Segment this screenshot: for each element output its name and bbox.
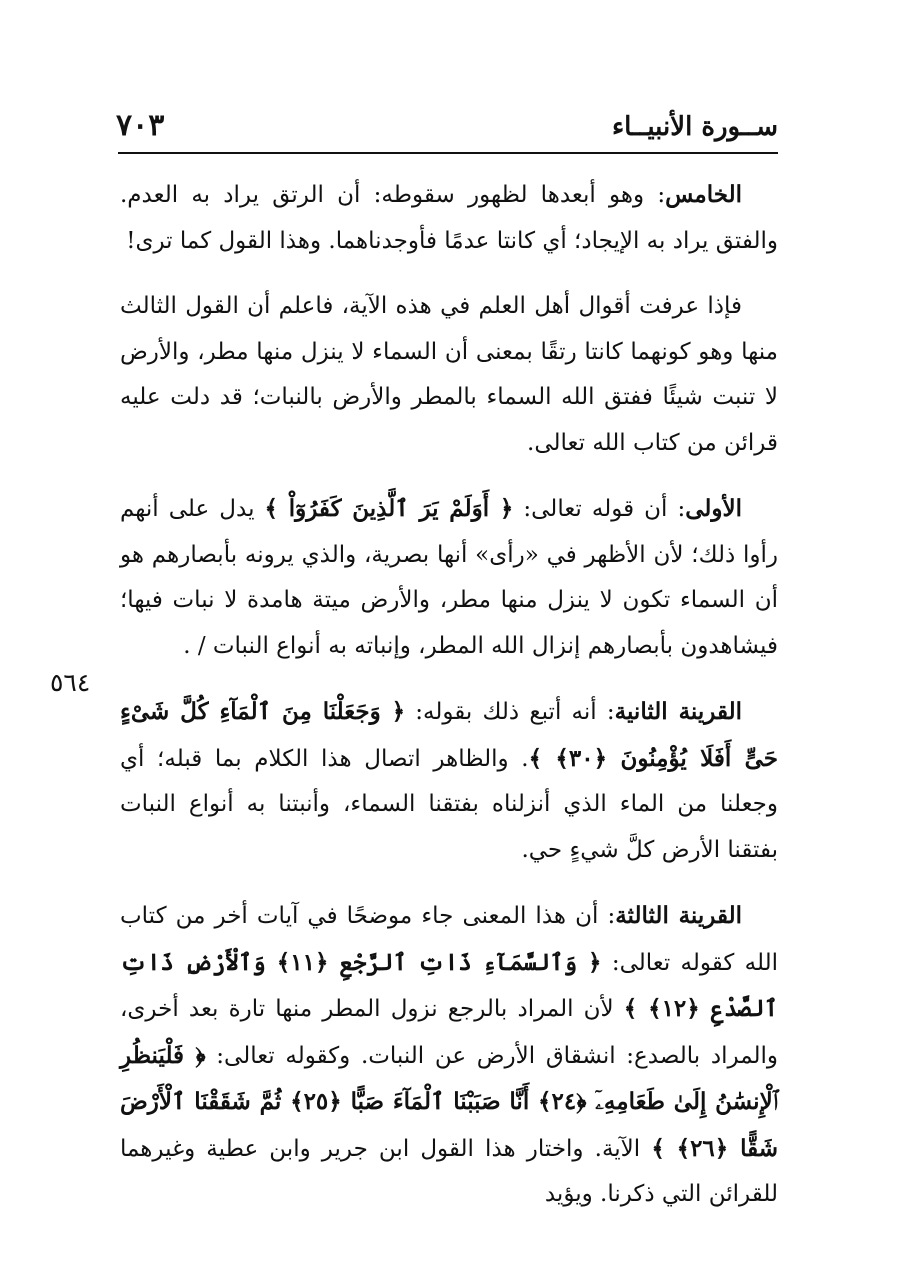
paragraph-conclusion [120,284,778,466]
paragraph-third-evidence [120,893,778,1218]
margin-page-reference: ٥٦٤ [50,668,91,697]
paragraph-second-evidence [120,689,778,873]
running-title: ســورة الأنبيــاء [611,112,778,142]
paragraph-text: : وهو أبعدها لظهور سقوطه: أن الرتق يراد به العدم. والفتق يراد به الإيجاد؛ أي كانتا عدمًا فأوجدناهما. وهذا القول كما ترى! [120,182,778,254]
paragraph-lead: القرينة الثانية [614,698,742,725]
paragraph-text: الآية. واختار هذا القول ابن جرير وابن عطية وغيرهما للقرائن التي ذكرنا. ويؤيد [120,1135,778,1207]
paragraph-fifth [120,172,778,264]
paragraph-text: يدل على أنهم رأوا ذلك؛ لأن الأظهر في «رأى» أنها بصرية، والذي يرونه بأبصارهم هو أن السماء تكون لا ينزل منها مطر، والأرض ميتة هامدة لا نبات فيها؛ فيشاهدون بأبصارهم إنزال الله المطر، وإنباته به أنواع النبات / . [120,496,778,659]
paragraph-lead: القرينة الثالثة [615,902,742,929]
quran-verse: ﴿ فَلْيَنظُرِ ٱلْإِنسَٰنُ إِلَىٰ طَعَامِهِۦٓ ﴿٢٤﴾ أَنَّا صَبَبْنَا ٱلْمَآءَ صَبًّا ﴿٢٥﴾ ثُمَّ شَقَقْنَا ٱلْأَرْضَ شَقًّا ﴿٢٦﴾ ﴾ [120,1041,778,1162]
header-rule [118,152,778,154]
quran-verse: ﴿ أَوَلَمْ يَرَ ٱلَّذِينَ كَفَرُوٓاْ ﴾ [264,495,514,522]
paragraph-first-evidence [120,486,778,669]
page-number: ٧٠٣ [116,108,165,143]
paragraph-text: : أنه أتبع ذلك بقوله: [405,699,615,725]
paragraph-lead: الخامس [665,181,742,208]
paragraph-text: : أن هذا المعنى جاء موضحًا في آيات أخر من كتاب الله كقوله تعالى: [120,903,778,976]
paragraph-text: . والظاهر اتصال هذا الكلام بما قبله؛ أي وجعلنا من الماء الذي أنزلناه بفتقنا السماء، وأنبتنا به أنواع النبات بفتقنا الأرض كلَّ شيءٍ حي. [120,745,778,863]
paragraph-lead: الأولى [685,495,742,522]
quran-verse: ﴿ وَجَعَلْنَا مِنَ ٱلْمَآءِ كُلَّ شَىْءٍ حَىٍّ أَفَلَا يُؤْمِنُونَ ﴿٣٠﴾ ﴾ [120,698,779,772]
paragraph-text: : أن قوله تعالى: [513,496,686,522]
paragraph-text: فإذا عرفت أقوال أهل العلم في هذه الآية، فاعلم أن القول الثالث منها وهو كونهما كانتا رتقًا بمعنى أن السماء لا ينزل منها مطر، والأرض لا تنبت شيئًا ففتق الله السماء بالمطر والأرض بالنبات؛ قد دلت عليه قرائن من كتاب الله تعالى. [120,293,778,456]
paragraph-text: لأن المراد بالرجع نزول المطر منها تارة بعد أخرى، والمراد بالصدع: انشقاق الأرض عن النبات. وكقوله تعالى: [120,996,778,1069]
quran-verse: ﴿ وَٱلسَّمَآءِ ذَاتِ ٱلرَّجْعِ ﴿١١﴾ وَٱلْأَرْضِ ذَاتِ ٱلصَّدْعِ ﴿١٢﴾ ﴾ [120,948,778,1022]
body-text [120,172,778,1238]
